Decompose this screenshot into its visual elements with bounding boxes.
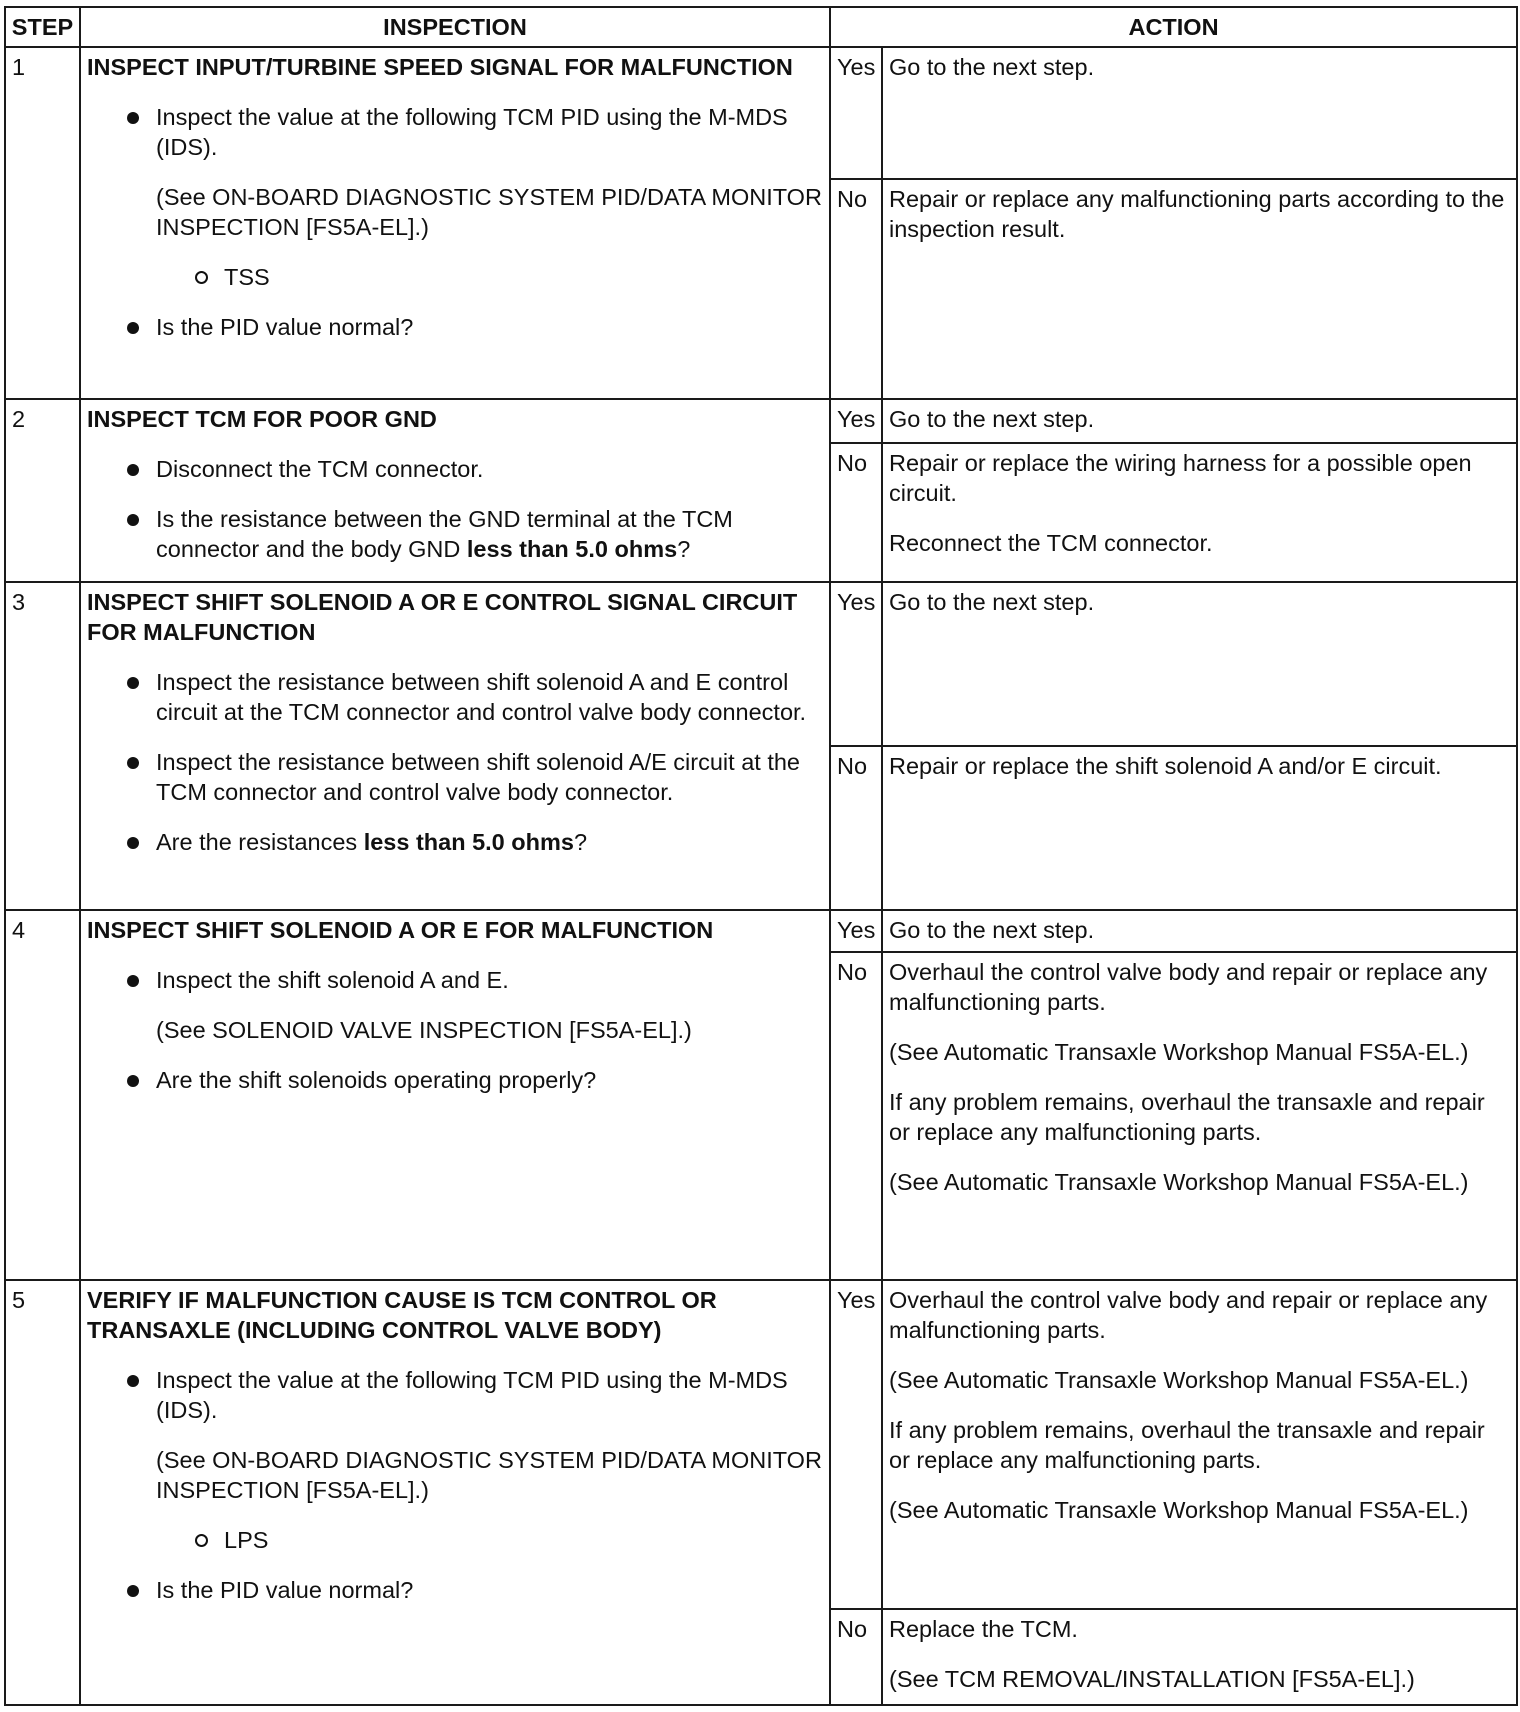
yes-action: Go to the next step.: [882, 399, 1517, 443]
pid-sub-item: LPS: [156, 1525, 823, 1555]
inspection-bullet: Inspect the resistance between shift solenoid A and E control circuit at the TCM connector and control valve body connector.: [87, 667, 823, 727]
step-number: 5: [5, 1280, 80, 1705]
inspection-bullet: Is the PID value normal?: [87, 1575, 823, 1605]
bullet-text-end: ?: [573, 828, 588, 855]
no-action: [882, 952, 1517, 1280]
header-row: [5, 7, 1517, 47]
reference-text: (See SOLENOID VALVE INSPECTION [FS5A-EL].): [156, 1017, 692, 1043]
step-inspection-cell: [80, 47, 830, 399]
bullet-text: Is the resistance between the GND terminal at the TCM connector and the body GND: [156, 506, 733, 563]
step-number: 4: [5, 910, 80, 1280]
reference-text: (See ON-BOARD DIAGNOSTIC SYSTEM PID/DATA MONITOR INSPECTION [FS5A-EL].): [156, 184, 822, 240]
yes-action: Go to the next step.: [882, 47, 1517, 179]
step-heading: INSPECT INPUT/TURBINE SPEED SIGNAL FOR MALFUNCTION: [87, 54, 793, 80]
action-paragraph: Overhaul the control valve body and repair or replace any malfunctioning parts.: [889, 1287, 1488, 1344]
action-paragraph: (See TCM REMOVAL/INSTALLATION [FS5A-EL].): [889, 1665, 1415, 1692]
step-1-yes-row: [5, 47, 1517, 179]
action-paragraph: (See Automatic Transaxle Workshop Manual FS5A-EL.): [889, 1169, 1469, 1196]
inspection-bullet: Disconnect the TCM connector.: [87, 454, 823, 484]
no-label: No: [830, 952, 882, 1280]
inspection-bullet: Is the PID value normal?: [87, 312, 823, 342]
step-2-yes-row: [5, 399, 1517, 443]
inspection-bullet: Are the shift solenoids operating properly?: [87, 1065, 823, 1095]
step-inspection-cell: [80, 1280, 830, 1705]
yes-label: Yes: [830, 910, 882, 952]
bullet-text: Inspect the value at the following TCM PID using the M-MDS (IDS).: [156, 104, 788, 160]
no-action: Repair or replace any malfunctioning parts according to the inspection result.: [882, 179, 1517, 399]
step-number: 1: [5, 47, 80, 399]
yes-label: Yes: [830, 47, 882, 179]
step-inspection-cell: [80, 910, 830, 1280]
action-paragraph: If any problem remains, overhaul the transaxle and repair or replace any malfunctioning parts.: [889, 1417, 1485, 1474]
step-inspection-cell: [80, 582, 830, 910]
reference-text: (See ON-BOARD DIAGNOSTIC SYSTEM PID/DATA MONITOR INSPECTION [FS5A-EL].): [156, 1447, 822, 1504]
inspection-list: [87, 965, 823, 1095]
inspection-bullet: [87, 965, 823, 1045]
inspection-bullet: [87, 1365, 823, 1555]
yes-label: Yes: [830, 399, 882, 443]
header-action: ACTION: [830, 7, 1517, 47]
inspection-bullet: [87, 827, 823, 857]
action-paragraph: (See Automatic Transaxle Workshop Manual FS5A-EL.): [889, 1367, 1469, 1394]
step-heading: INSPECT SHIFT SOLENOID A OR E CONTROL SIGNAL CIRCUIT FOR MALFUNCTION: [87, 588, 798, 645]
inspection-bullet: [87, 102, 823, 292]
action-paragraph: Reconnect the TCM connector.: [889, 530, 1213, 557]
bullet-text: Are the resistances: [156, 828, 364, 855]
inspection-bullet: [87, 504, 823, 564]
inspection-bullet: Inspect the resistance between shift solenoid A/E circuit at the TCM connector and control valve body connector.: [87, 747, 823, 807]
no-action: Repair or replace the shift solenoid A and/or E circuit.: [882, 746, 1517, 910]
action-paragraph: Replace the TCM.: [889, 1615, 1078, 1642]
threshold-value: less than 5.0 ohms: [466, 536, 678, 563]
inspection-list: [87, 102, 823, 342]
diagnostic-procedure-table: [4, 6, 1518, 1706]
yes-action: Go to the next step.: [882, 910, 1517, 952]
threshold-value: less than 5.0 ohms: [363, 828, 574, 855]
action-paragraph: (See Automatic Transaxle Workshop Manual FS5A-EL.): [889, 1497, 1469, 1524]
action-paragraph: If any problem remains, overhaul the transaxle and repair or replace any malfunctioning parts.: [889, 1089, 1485, 1146]
header-inspection: INSPECTION: [80, 7, 830, 47]
bullet-text-end: ?: [677, 536, 691, 563]
yes-label: Yes: [830, 1280, 882, 1608]
header-step: STEP: [5, 7, 80, 47]
step-3-yes-row: [5, 582, 1517, 746]
yes-label: Yes: [830, 582, 882, 746]
no-label: No: [830, 746, 882, 910]
step-number: 2: [5, 399, 80, 581]
step-heading: INSPECT SHIFT SOLENOID A OR E FOR MALFUNCTION: [87, 917, 714, 943]
action-paragraph: (See Automatic Transaxle Workshop Manual FS5A-EL.): [889, 1039, 1469, 1066]
action-paragraph: Overhaul the control valve body and repair or replace any malfunctioning parts.: [889, 959, 1488, 1016]
step-5-yes-row: [5, 1280, 1517, 1608]
step-heading: VERIFY IF MALFUNCTION CAUSE IS TCM CONTROL OR TRANSAXLE (INCLUDING CONTROL VALVE BODY): [87, 1287, 717, 1344]
step-number: 3: [5, 582, 80, 910]
no-label: No: [830, 443, 882, 581]
step-4-yes-row: [5, 910, 1517, 952]
yes-action: [882, 1280, 1517, 1608]
action-paragraph: Repair or replace the wiring harness for a possible open circuit.: [889, 450, 1472, 507]
inspection-list: [87, 667, 823, 857]
step-inspection-cell: [80, 399, 830, 581]
inspection-list: [87, 1365, 823, 1605]
no-action: [882, 443, 1517, 581]
bullet-text: Inspect the value at the following TCM PID using the M-MDS (IDS).: [156, 1367, 788, 1424]
no-label: No: [830, 1609, 882, 1705]
step-heading: INSPECT TCM FOR POOR GND: [87, 406, 437, 433]
inspection-list: [87, 454, 823, 564]
pid-sub-item: TSS: [156, 262, 823, 292]
no-action: [882, 1609, 1517, 1705]
no-label: No: [830, 179, 882, 399]
yes-action: Go to the next step.: [882, 582, 1517, 746]
bullet-text: Inspect the shift solenoid A and E.: [156, 967, 509, 993]
